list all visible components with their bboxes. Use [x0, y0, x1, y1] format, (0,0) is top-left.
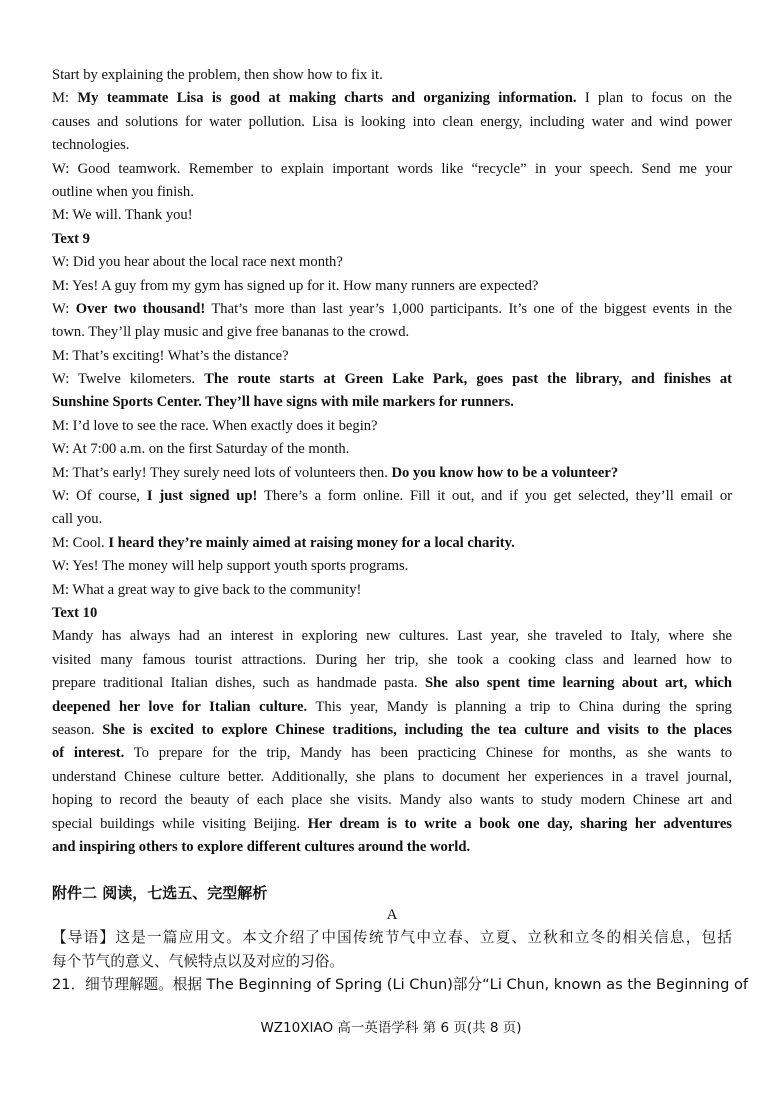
text-line	[52, 813, 732, 836]
text-line	[52, 973, 749, 996]
text-segment: prepare traditional Italian dishes, such as handmade pasta.	[52, 675, 426, 692]
text-line	[52, 228, 732, 251]
section-heading: 附件二 阅读，七选五、完型解析	[52, 884, 268, 903]
text-line	[52, 532, 732, 555]
bold-text: She is excited to explore Chinese traditions, including the tea culture and visits to the places	[102, 721, 732, 738]
text-segment: W: Yes! The money will help support youth sports programs.	[52, 558, 409, 575]
text-line	[52, 111, 732, 134]
text-line	[52, 275, 732, 298]
text-line	[52, 579, 732, 602]
text-line	[52, 766, 732, 789]
bold-text: I just signed up!	[146, 488, 258, 505]
text-line	[52, 462, 732, 485]
text-segment: M: What a great way to give back to the community!	[52, 581, 362, 598]
text-segment: This year, Mandy is planning a trip to China during the spring	[307, 698, 732, 715]
text-line	[52, 836, 732, 859]
text-segment: That’s more than last year’s 1,000 participants. It’s one of the biggest events in the	[205, 300, 733, 317]
bold-text: and inspiring others to explore different cultures around the world.	[52, 838, 471, 855]
text-line	[52, 696, 732, 719]
text-segment: outline when you finish.	[52, 183, 194, 200]
text-segment: Start by explaining the problem, then show how to fix it.	[52, 67, 383, 83]
bold-text: My teammate Lisa is good at making charts and organizing information.	[77, 90, 577, 107]
text-segment: season.	[52, 721, 103, 738]
text-line	[52, 625, 732, 648]
page-footer: WZ10XIAO 高一英语学科 第 6 页(共 8 页)	[260, 1020, 522, 1036]
text-segment: W: Of course,	[52, 488, 147, 505]
text-line	[52, 555, 732, 578]
text-line	[52, 87, 732, 110]
bold-text: She also spent time learning about art, which	[425, 675, 732, 692]
section-letter: A	[386, 907, 398, 924]
text-line	[52, 719, 732, 742]
bold-text: deepened her love for Italian culture.	[52, 698, 308, 715]
text-segment: W: Twelve kilometers.	[52, 371, 205, 388]
text-segment: M:	[52, 90, 78, 107]
text-segment: I plan to focus on the	[576, 90, 732, 107]
text-segment: hoping to record the beauty of each place she visits. Mandy also wants to study modern Chinese art and	[52, 792, 732, 809]
text-segment: W: Good teamwork. Remember to explain important words like “recycle” in your speech. Send me your	[52, 160, 732, 177]
text-line	[52, 345, 732, 368]
text-segment: W: At 7:00 a.m. on the first Saturday of the month.	[52, 441, 350, 458]
text-line	[52, 251, 732, 274]
text-line	[52, 204, 732, 227]
text-segment: M: That’s exciting! What’s the distance?	[52, 347, 289, 364]
text-line	[52, 368, 732, 391]
text-line	[52, 158, 732, 181]
text-line	[52, 950, 732, 973]
text-line	[52, 508, 732, 531]
bold-text: of interest.	[52, 745, 125, 762]
text-segment: understand Chinese culture better. Additionally, she plans to document her experiences in a travel journal,	[52, 768, 732, 785]
text-line	[52, 742, 732, 765]
text-segment: W:	[52, 300, 76, 317]
bold-text: I heard they’re mainly aimed at raising money for a local charity.	[108, 534, 515, 551]
text-line	[52, 391, 732, 414]
body-text	[52, 64, 732, 859]
text-line	[52, 672, 732, 695]
text-segment: There’s a form online. Fill it out, and if you get selected, they’ll email or	[257, 488, 732, 505]
text-line	[52, 649, 732, 672]
text-line	[52, 602, 732, 625]
bold-text: Over two thousand!	[75, 300, 206, 317]
text-line	[52, 181, 732, 204]
text-line	[52, 789, 732, 812]
text-line	[52, 415, 732, 438]
text-segment: 每个节气的意义、气候特点以及对应的习俗。	[52, 952, 344, 970]
bold-text: Do you know how to be a volunteer?	[391, 464, 619, 481]
text-segment: M: That’s early! They surely need lots of volunteers then.	[52, 464, 392, 481]
bold-text: Text 10	[52, 604, 98, 621]
bold-text: Her dream is to write a book one day, sharing her adventures	[307, 815, 732, 832]
bold-text: Text 9	[52, 230, 90, 247]
text-segment: 21．细节理解题。根据 The Beginning of Spring (Li Chun)部分“Li Chun, known as the Beginning of	[52, 976, 749, 994]
text-segment: town. They’ll play music and give free bananas to the crowd.	[52, 324, 410, 341]
text-line	[52, 926, 732, 949]
text-segment: call you.	[52, 511, 103, 528]
text-line	[52, 485, 732, 508]
text-segment: M: I’d love to see the race. When exactly does it begin?	[52, 417, 378, 434]
text-line	[52, 134, 732, 157]
analysis-text	[52, 926, 749, 996]
bold-text: The route starts at Green Lake Park, goes past the library, and finishes at	[204, 371, 732, 388]
text-segment: visited many famous tourist attractions. During her trip, she took a cooking class and learned how to	[52, 651, 732, 668]
text-segment: 【导语】这是一篇应用文。本文介绍了中国传统节气中立春、立夏、立秋和立冬的相关信息，包括	[52, 929, 732, 947]
text-segment: To prepare for the trip, Mandy has been practicing Chinese for months, as she wants to	[124, 745, 732, 762]
text-segment: M: Cool.	[52, 534, 109, 551]
text-segment: Mandy has always had an interest in exploring new cultures. Last year, she traveled to Italy, where she	[52, 628, 732, 645]
text-segment: M: We will. Thank you!	[52, 207, 193, 224]
text-segment: causes and solutions for water pollution. Lisa is looking into clean energy, including water and wind power	[52, 113, 732, 130]
document-page	[52, 64, 749, 996]
text-line	[52, 64, 732, 87]
text-segment: special buildings while visiting Beijing.	[52, 815, 308, 832]
text-line	[52, 298, 732, 321]
text-line	[52, 321, 732, 344]
text-segment: W: Did you hear about the local race next month?	[52, 254, 343, 271]
bold-text: Sunshine Sports Center. They’ll have signs with mile markers for runners.	[52, 394, 514, 411]
text-segment: M: Yes! A guy from my gym has signed up for it. How many runners are expected?	[52, 277, 539, 294]
text-segment: technologies.	[52, 137, 130, 154]
text-line	[52, 438, 732, 461]
